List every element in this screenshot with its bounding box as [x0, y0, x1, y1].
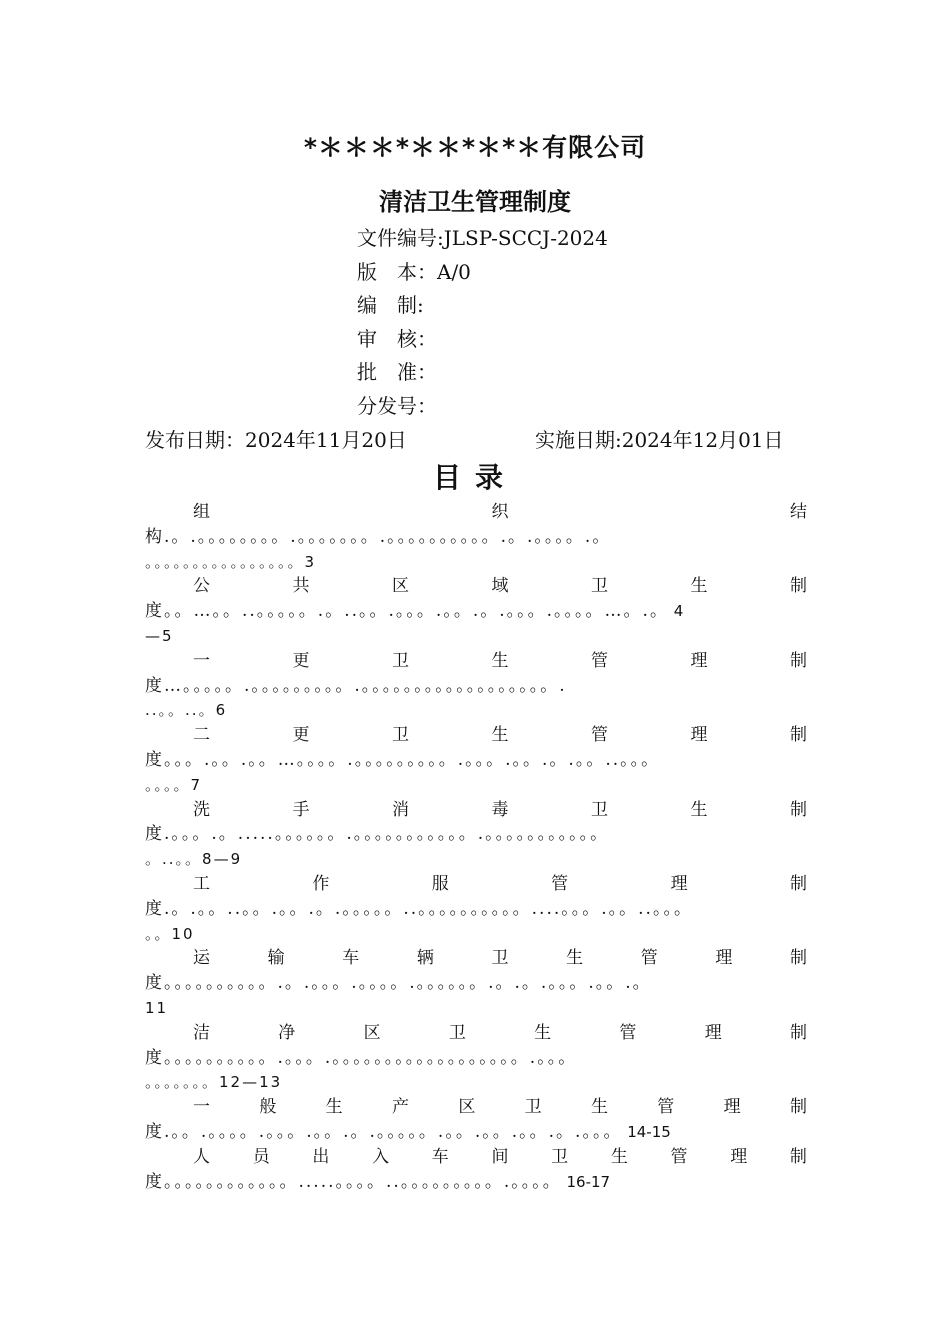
- toc-title-char: 结: [790, 502, 807, 522]
- toc-leader-continued: —5: [145, 626, 174, 645]
- toc-title-char: 制: [789, 1146, 807, 1167]
- toc-title-char: 理: [715, 948, 733, 969]
- toc-entry-title: [145, 1095, 807, 1120]
- toc-entry: [145, 1095, 807, 1145]
- toc-title-char: 服: [431, 873, 449, 894]
- toc-title-char: 管: [657, 1097, 675, 1118]
- meta-label: 批 准：: [357, 360, 437, 385]
- toc-title-char: 洁: [193, 1022, 210, 1043]
- toc-title-char: 制: [790, 650, 807, 671]
- toc-leader: 度.。.。。..。。.。。.。.。。。。。..。。。。。。。。。。....。。。.。。..。。。: [145, 898, 693, 919]
- toc-entry: [145, 649, 807, 723]
- toc-entry-title: [145, 500, 807, 525]
- toc-entry: [145, 872, 807, 946]
- toc-title-char: 卫: [591, 799, 608, 820]
- toc-page-number: 14-15: [622, 1122, 671, 1141]
- toc-title-char: 区: [392, 576, 409, 597]
- toc-leader-continued: 。。。。7: [145, 775, 203, 794]
- meta-label: 文件编号:: [357, 226, 444, 250]
- meta-row: [357, 356, 608, 390]
- toc-entry-title: [145, 649, 807, 674]
- toc-entry: [145, 798, 807, 872]
- toc-title-char: 制: [789, 873, 807, 894]
- toc-title-char: 制: [789, 1097, 807, 1118]
- toc-title-char: 区: [458, 1097, 476, 1118]
- meta-label: 分发号：: [357, 393, 437, 418]
- toc-title-char: 组: [193, 502, 210, 522]
- toc-entry: [145, 500, 807, 574]
- toc-title-char: 般: [259, 1097, 277, 1118]
- toc-leader: 构.。.。。。。。。。。.。。。。。。。.。。。。。。。。。。.。.。。。。.。: [145, 526, 612, 547]
- toc-title-char: 理: [670, 873, 688, 894]
- toc-title-char: 制: [790, 725, 807, 746]
- toc-title-char: 运: [193, 948, 210, 969]
- toc-title-char: 域: [491, 576, 509, 597]
- toc-title-char: 制: [789, 1022, 807, 1043]
- meta-row: [357, 256, 608, 290]
- toc-entry-title: [145, 574, 807, 599]
- toc-leader: 度…。。。。。.。。。。。。。。。.。。。。。。。。。。。。。。。。。。.: [145, 675, 567, 696]
- toc-entry-title: [145, 946, 807, 971]
- toc-entry-title: [145, 1145, 807, 1170]
- toc-title-char: 理: [690, 650, 708, 671]
- toc-entry-title: [145, 872, 807, 897]
- toc-title-char: 工: [193, 873, 210, 894]
- toc-entry: [145, 1021, 807, 1095]
- toc-leader-continued: 11: [145, 998, 169, 1017]
- toc-title-char: 生: [491, 725, 509, 746]
- toc-title-char: 卫: [392, 650, 409, 671]
- toc-title-char: 更: [292, 725, 310, 746]
- toc-title-char: 生: [610, 1146, 628, 1167]
- company-name: *＊＊＊*＊＊*＊*＊有限公司: [303, 133, 647, 162]
- toc-title-char: 制: [790, 948, 807, 969]
- toc-leader: 度。。。.。。.。。…。。。。.。。。。。。。。。.。。。.。。.。.。。..。。。: [145, 749, 661, 770]
- meta-row: [357, 222, 608, 256]
- toc-title-char: 一: [193, 1097, 210, 1118]
- toc-title-char: 车: [342, 948, 360, 969]
- toc-title-char: 生: [690, 799, 708, 820]
- toc-title-char: 洗: [193, 799, 210, 820]
- toc-heading: 目录: [432, 461, 517, 494]
- toc-title-char: 二: [193, 725, 210, 746]
- toc-page-number: 16-17: [561, 1172, 611, 1191]
- toc-title-char: 管: [619, 1022, 637, 1043]
- toc-title-char: 一: [193, 650, 210, 671]
- toc-title-char: 生: [690, 576, 708, 597]
- toc-title-char: 生: [491, 650, 509, 671]
- toc-title-char: 制: [790, 799, 807, 820]
- meta-value: A/0: [437, 259, 471, 284]
- toc-title-char: 生: [590, 1097, 608, 1118]
- toc-leader: 度。。。。。。。。。。。。.....。。。。..。。。。。。。。。.。。。。 16-17: [145, 1171, 611, 1192]
- meta-row: [357, 323, 608, 357]
- toc-title-char: 管: [670, 1146, 688, 1167]
- meta-label: 审 核：: [357, 326, 437, 351]
- toc-title-char: 出: [312, 1146, 330, 1167]
- toc-title-char: 织: [491, 502, 509, 522]
- toc-title-char: 生: [566, 948, 584, 969]
- effective-date: 实施日期:2024年12月01日: [535, 428, 784, 452]
- toc-title-char: 员: [252, 1146, 270, 1167]
- toc-title-char: 管: [551, 873, 569, 894]
- meta-label: 版 本：: [357, 259, 437, 284]
- toc-title-char: 入: [372, 1146, 390, 1167]
- toc-title-char: 辆: [416, 948, 434, 969]
- toc-title-char: 车: [431, 1146, 449, 1167]
- toc-title-char: 更: [292, 650, 310, 671]
- toc-entry: [145, 723, 807, 797]
- date-line: [145, 424, 795, 453]
- toc-title-char: 卫: [448, 1022, 466, 1043]
- toc-title-char: 作: [312, 873, 330, 894]
- toc-entry: [145, 574, 807, 648]
- toc-leader: 度。。。。。。。。。。.。。。.。。。。。。。。。。。。。。。。。。.。。。: [145, 1047, 578, 1068]
- toc-title-char: 消: [392, 799, 409, 820]
- toc-title-char: 理: [730, 1146, 748, 1167]
- meta-value: JLSP-SCCJ-2024: [443, 226, 608, 250]
- toc-title-char: 卫: [524, 1097, 542, 1118]
- toc-title-char: 理: [704, 1022, 722, 1043]
- toc-title-char: 理: [690, 725, 708, 746]
- toc-title-char: 卫: [491, 948, 509, 969]
- toc-title-char: 卫: [551, 1146, 569, 1167]
- toc-leader-continued: 。..。。8—9: [145, 850, 243, 869]
- toc-title-char: 管: [591, 650, 608, 671]
- meta-row: [357, 289, 608, 323]
- toc-title-char: 卫: [392, 725, 409, 746]
- toc-entry: [145, 1145, 807, 1195]
- toc-leader: 度。。。。。。。。。。.。.。。。.。。。。.。。。。。。.。.。.。。。.。。.。: [145, 973, 652, 994]
- publish-date: 发布日期：2024年11月20日: [145, 428, 407, 452]
- toc-title-char: 间: [491, 1146, 509, 1167]
- toc-page-number: 4: [668, 602, 684, 621]
- toc-title-char: 生: [534, 1022, 552, 1043]
- toc-title-char: 理: [723, 1097, 741, 1118]
- toc-leader: 度.。。。.。.....。。。。。。.。。。。。。。。。。。.。。。。。。。。。。。: [145, 824, 610, 845]
- toc-title-char: 毒: [491, 799, 509, 820]
- toc-title-char: 人: [193, 1146, 210, 1167]
- toc-leader-continued: ..。。..。6: [145, 701, 228, 720]
- toc-title-char: 生: [325, 1097, 343, 1118]
- toc-entry: [145, 946, 807, 1020]
- toc-title-char: 共: [292, 576, 310, 597]
- toc-entry-title: [145, 723, 807, 748]
- toc-title-char: 管: [640, 948, 658, 969]
- toc-leader: 度。。…。。..。。。。。.。..。。.。。。.。。.。.。。。.。。。。…。.。 4: [145, 601, 684, 622]
- meta-label: 编 制:: [357, 293, 424, 318]
- meta-row: [357, 390, 608, 424]
- toc-title-char: 卫: [591, 576, 608, 597]
- document-meta: [357, 222, 608, 424]
- toc-title-char: 输: [267, 948, 285, 969]
- document-title: 清洁卫生管理制度: [379, 188, 571, 216]
- toc-leader-continued: 。。。。。。。12—13: [145, 1073, 283, 1092]
- toc-entry-title: [145, 1021, 807, 1046]
- toc-leader-continued: 。。。。。。。。。。。。。。。。3: [145, 552, 317, 571]
- toc-title-char: 制: [790, 576, 807, 597]
- toc-title-char: 区: [363, 1022, 381, 1043]
- toc-title-char: 公: [193, 576, 210, 597]
- toc-leader: 度.。。.。。。。.。。。.。。.。.。。。。。.。。.。。.。。.。.。。。 14-15: [145, 1121, 671, 1142]
- toc-title-char: 管: [591, 725, 608, 746]
- toc-entry-title: [145, 798, 807, 823]
- table-of-contents: [145, 500, 807, 1194]
- toc-title-char: 产: [391, 1097, 409, 1118]
- toc-title-char: 净: [278, 1022, 296, 1043]
- toc-leader-continued: 。。10: [145, 924, 195, 943]
- toc-title-char: 手: [292, 799, 310, 820]
